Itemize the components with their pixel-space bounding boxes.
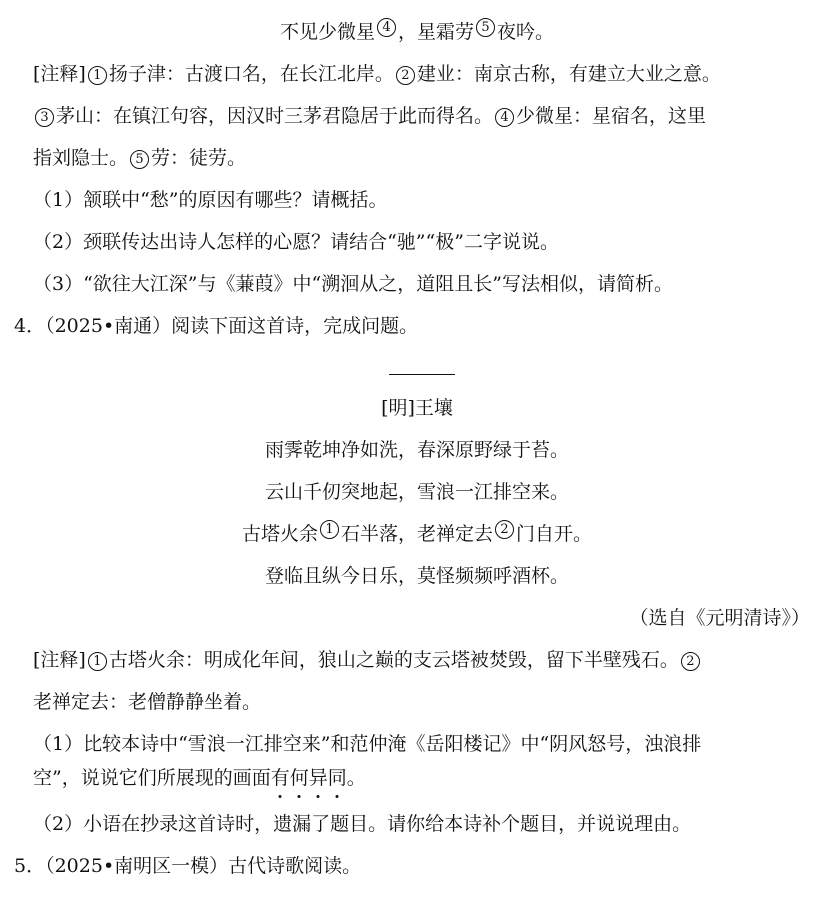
footnote-marker: 2 bbox=[495, 520, 514, 539]
text: 指刘隐士。 bbox=[33, 147, 129, 169]
title-blank-line bbox=[389, 374, 455, 375]
poem-line bbox=[0, 18, 834, 46]
question: （3）“欲往大江深”与《蒹葭》中“溯洄从之，道阻且长”写法相似，请简析。 bbox=[33, 273, 673, 295]
poem-line: 云山千仞突地起，雪浪一江排空来。 bbox=[264, 481, 569, 503]
emphasis-char: 同 bbox=[328, 764, 347, 792]
note-line bbox=[33, 60, 721, 88]
footnote-marker: 1 bbox=[320, 520, 339, 539]
note-line: 老禅定去：老僧静静坐着。 bbox=[33, 691, 262, 713]
note-line bbox=[33, 144, 246, 172]
text: 石半落，老禅定去 bbox=[340, 523, 493, 545]
question-heading: 5．（2025•南明区一模）古代诗歌阅读。 bbox=[14, 855, 362, 877]
text: 少微星：星宿名，这里 bbox=[516, 105, 707, 127]
footnote-marker: 1 bbox=[88, 66, 107, 85]
text: 夜吟。 bbox=[497, 21, 555, 43]
question: （1）比较本诗中“雪浪一江排空来”和范仲淹《岳阳楼记》中“阴风怒号，浊浪排 bbox=[33, 733, 702, 755]
text: 不见少微星 bbox=[279, 21, 375, 43]
text: 扬子津：古渡口名，在长江北岸。 bbox=[108, 63, 394, 85]
text: 茅山：在镇江句容，因汉时三茅君隐居于此而得名。 bbox=[56, 105, 494, 127]
emphasis-char: 异 bbox=[309, 764, 328, 792]
note-line bbox=[33, 102, 706, 130]
footnote-marker: 5 bbox=[130, 150, 149, 169]
text: 空”，说说它们所展现的画面 bbox=[33, 767, 271, 789]
text: 。 bbox=[346, 767, 366, 789]
note-label: [注释] bbox=[33, 63, 86, 85]
footnote-marker: 1 bbox=[88, 652, 107, 671]
poem-line bbox=[0, 520, 834, 548]
poem-source: （选自《元明清诗》） bbox=[629, 607, 810, 629]
poem-line: 雨霁乾坤净如洗，春深原野绿于苔。 bbox=[264, 439, 569, 461]
footnote-marker: 4 bbox=[495, 108, 514, 127]
question: （2）颈联传达出诗人怎样的心愿？请结合“驰”“极”二字说说。 bbox=[33, 231, 559, 253]
emphasis-char: 有 bbox=[271, 764, 290, 792]
note-line bbox=[33, 646, 702, 674]
question: （2）小语在抄录这首诗时，遗漏了题目。请你给本诗补个题目，并说说理由。 bbox=[33, 813, 692, 835]
footnote-marker: 4 bbox=[377, 18, 396, 37]
footnote-marker: 3 bbox=[35, 108, 54, 127]
text: 劳：徒劳。 bbox=[151, 147, 247, 169]
footnote-marker: 2 bbox=[681, 652, 700, 671]
question-heading: 4．（2025•南通）阅读下面这首诗，完成问题。 bbox=[14, 315, 419, 337]
text: 古塔火余：明成化年间，狼山之巅的支云塔被焚毁，留下半壁残石。 bbox=[108, 649, 679, 671]
question: （1）颔联中“愁”的原因有哪些？请概括。 bbox=[33, 189, 388, 211]
footnote-marker: 2 bbox=[396, 66, 415, 85]
text: 门自开。 bbox=[516, 523, 593, 545]
text: 古塔火余 bbox=[241, 523, 318, 545]
poem-author: [明]王壤 bbox=[381, 397, 453, 419]
text: 建业：南京古称，有建立大业之意。 bbox=[416, 63, 721, 85]
poem-line: 登临且纵今日乐，莫怪频频呼酒杯。 bbox=[264, 565, 569, 587]
text: ，星霜劳 bbox=[397, 21, 474, 43]
emphasis-char: 何 bbox=[290, 764, 309, 792]
note-label: [注释] bbox=[33, 649, 86, 671]
question bbox=[33, 764, 366, 792]
footnote-marker: 5 bbox=[476, 18, 495, 37]
